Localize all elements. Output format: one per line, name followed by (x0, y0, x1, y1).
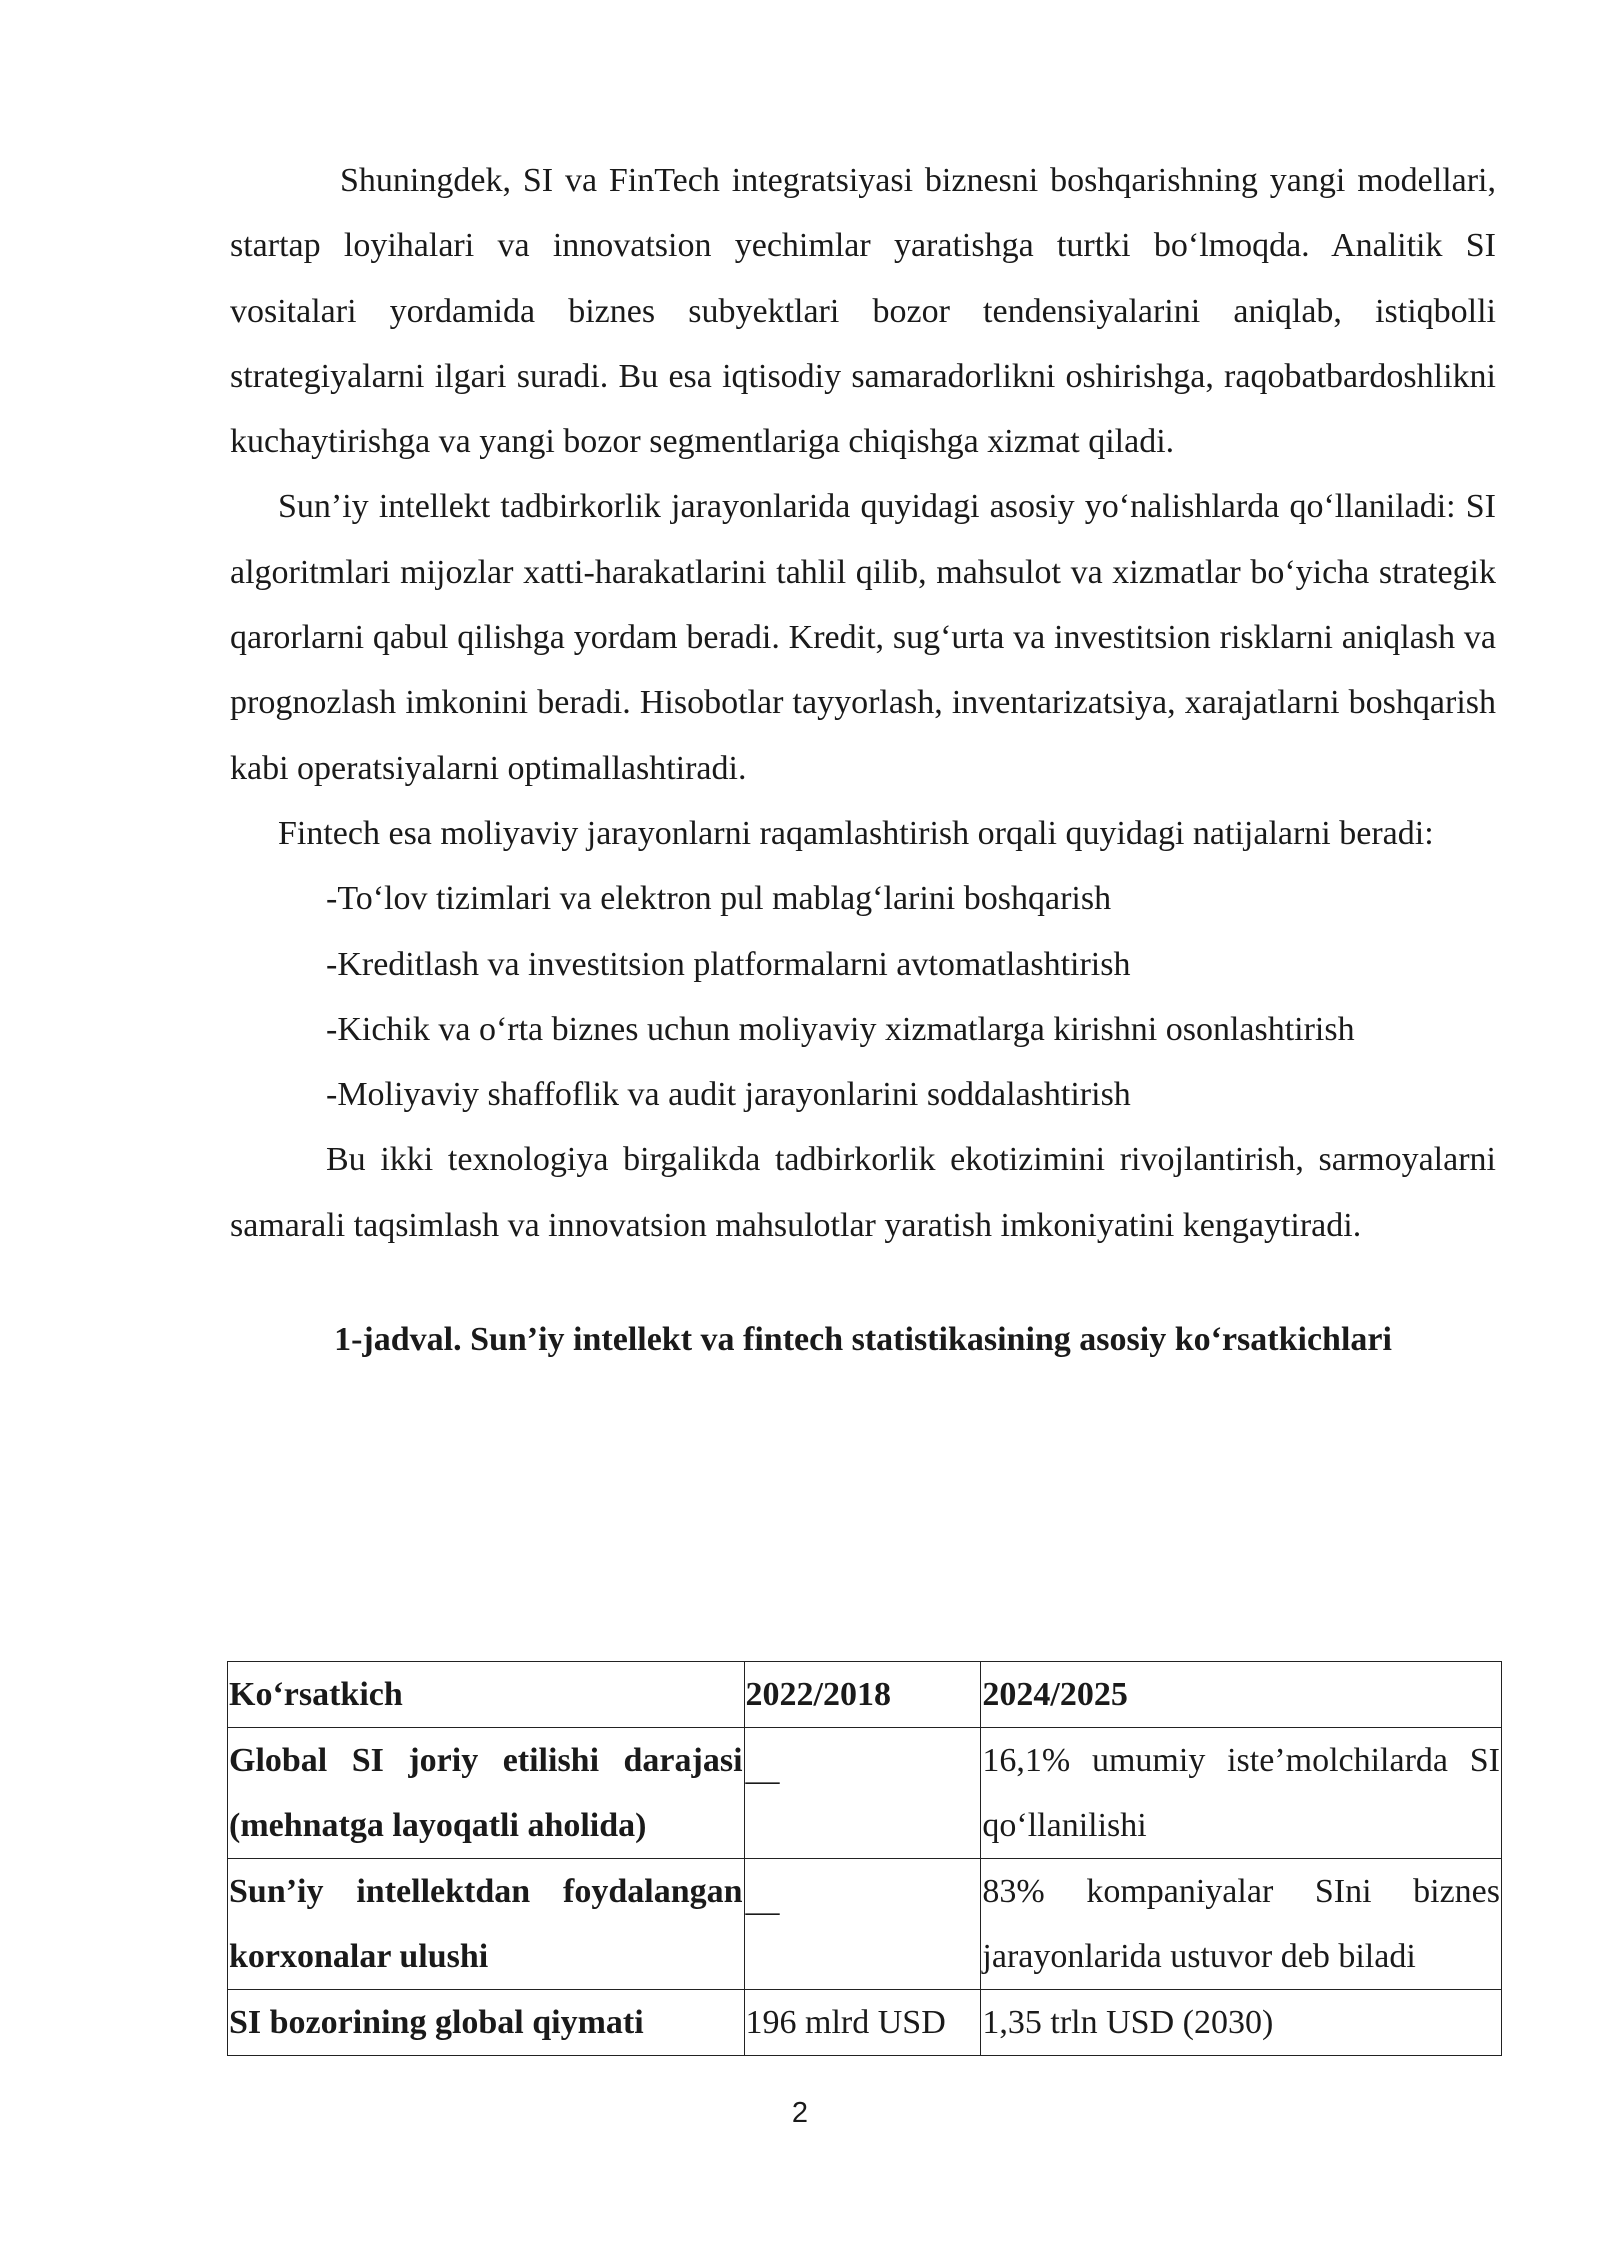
table-cell-value-1 (744, 1859, 981, 1990)
list-item: -Kreditlash va investitsion platformalarni avtomatlashtirish (326, 945, 1131, 983)
list-item: -To‘lov tizimlari va elektron pul mablag‘larini boshqarish (326, 880, 1112, 918)
table-cell-value-1: 196 mlrd USD (744, 1990, 981, 2056)
table-cell-value-2: 83% kompaniyalar SIni biznes jarayonlarida ustuvor deb biladi (981, 1859, 1502, 1990)
table-cell-indicator: Sun’iy intellektdan foydalangan korxonalar ulushi (228, 1859, 745, 1990)
header-year-1: 2022/2018 (744, 1662, 981, 1728)
dash-value: — (745, 1762, 780, 1799)
header-year-2: 2024/2025 (981, 1662, 1502, 1728)
paragraph-conclusion: Bu ikki texnologiya birgalikda tadbirkorlik ekotizimini rivojlantirish, sarmoyalarni samarali taqsimlash va innovatsion mahsulotlar yaratish imkoniyatini kengaytiradi. (230, 1141, 1496, 1244)
table-row (228, 1859, 1502, 1990)
dash-value: — (745, 1893, 780, 1930)
paragraph-ai-directions: Sun’iy intellekt tadbirkorlik jarayonlarida quyidagi asosiy yo‘nalishlarda qo‘llaniladi: SI algoritmlari mijozlar xatti-harakatlarini tahlil qilib, mahsulot va xizmatlar bo‘yicha strategik qarorlarni qabul qilishga yordam beradi. Kredit, sug‘urta va investitsion risklarni aniqlash va prognozlash imkonini beradi. Hisobotlar tayyorlash, inventarizatsiya, xarajatlarni boshqarish kabi operatsiyalarni optimallashtiradi. (230, 488, 1496, 787)
paragraph-integration: Shuningdek, SI va FinTech integratsiyasi biznesni boshqarishning yangi modellari, startap loyihalari va innovatsion yechimlar yaratishga turtki bo‘lmoqda. Analitik SI vositalari yordamida biznes subyektlari bozor tendensiyalarini aniqlab, istiqbolli strategiyalarni ilgari suradi. Bu esa iqtisodiy samaradorlikni oshirishga, raqobatbardoshlikni kuchaytirishga va yangi bozor segmentlariga chiqishga xizmat qiladi. (230, 162, 1496, 461)
header-indicator: Ko‘rsatkich (228, 1662, 745, 1728)
table-row (228, 1990, 1502, 2056)
table-cell-value-1 (744, 1728, 981, 1859)
paragraph-fintech-results: Fintech esa moliyaviy jarayonlarni raqamlashtirish orqali quyidagi natijalarni beradi: (278, 814, 1434, 852)
table-cell-indicator: Global SI joriy etilishi darajasi (mehnatga layoqatli aholida) (228, 1728, 745, 1859)
list-item: -Kichik va o‘rta biznes uchun moliyaviy xizmatlarga kirishni osonlashtirish (326, 1010, 1355, 1048)
table-header-row (228, 1662, 1502, 1728)
fintech-results-list (230, 866, 1496, 1127)
table-cell-indicator: SI bozorining global qiymati (228, 1990, 745, 2056)
table-cell-value-2: 1,35 trln USD (2030) (981, 1990, 1502, 2056)
table-row (228, 1728, 1502, 1859)
document-page (230, 148, 1496, 1365)
table-caption: 1-jadval. Sun’iy intellekt va fintech statistikasining asosiy ko‘rsatkichlari (334, 1321, 1392, 1359)
list-item: -Moliyaviy shaffoflik va audit jarayonlarini soddalashtirish (326, 1076, 1131, 1114)
table-cell-value-2: 16,1% umumiy iste’molchilarda SI qo‘llanilishi (981, 1728, 1502, 1859)
page-number: 2 (791, 2097, 809, 2129)
statistics-table (227, 1661, 1502, 2056)
